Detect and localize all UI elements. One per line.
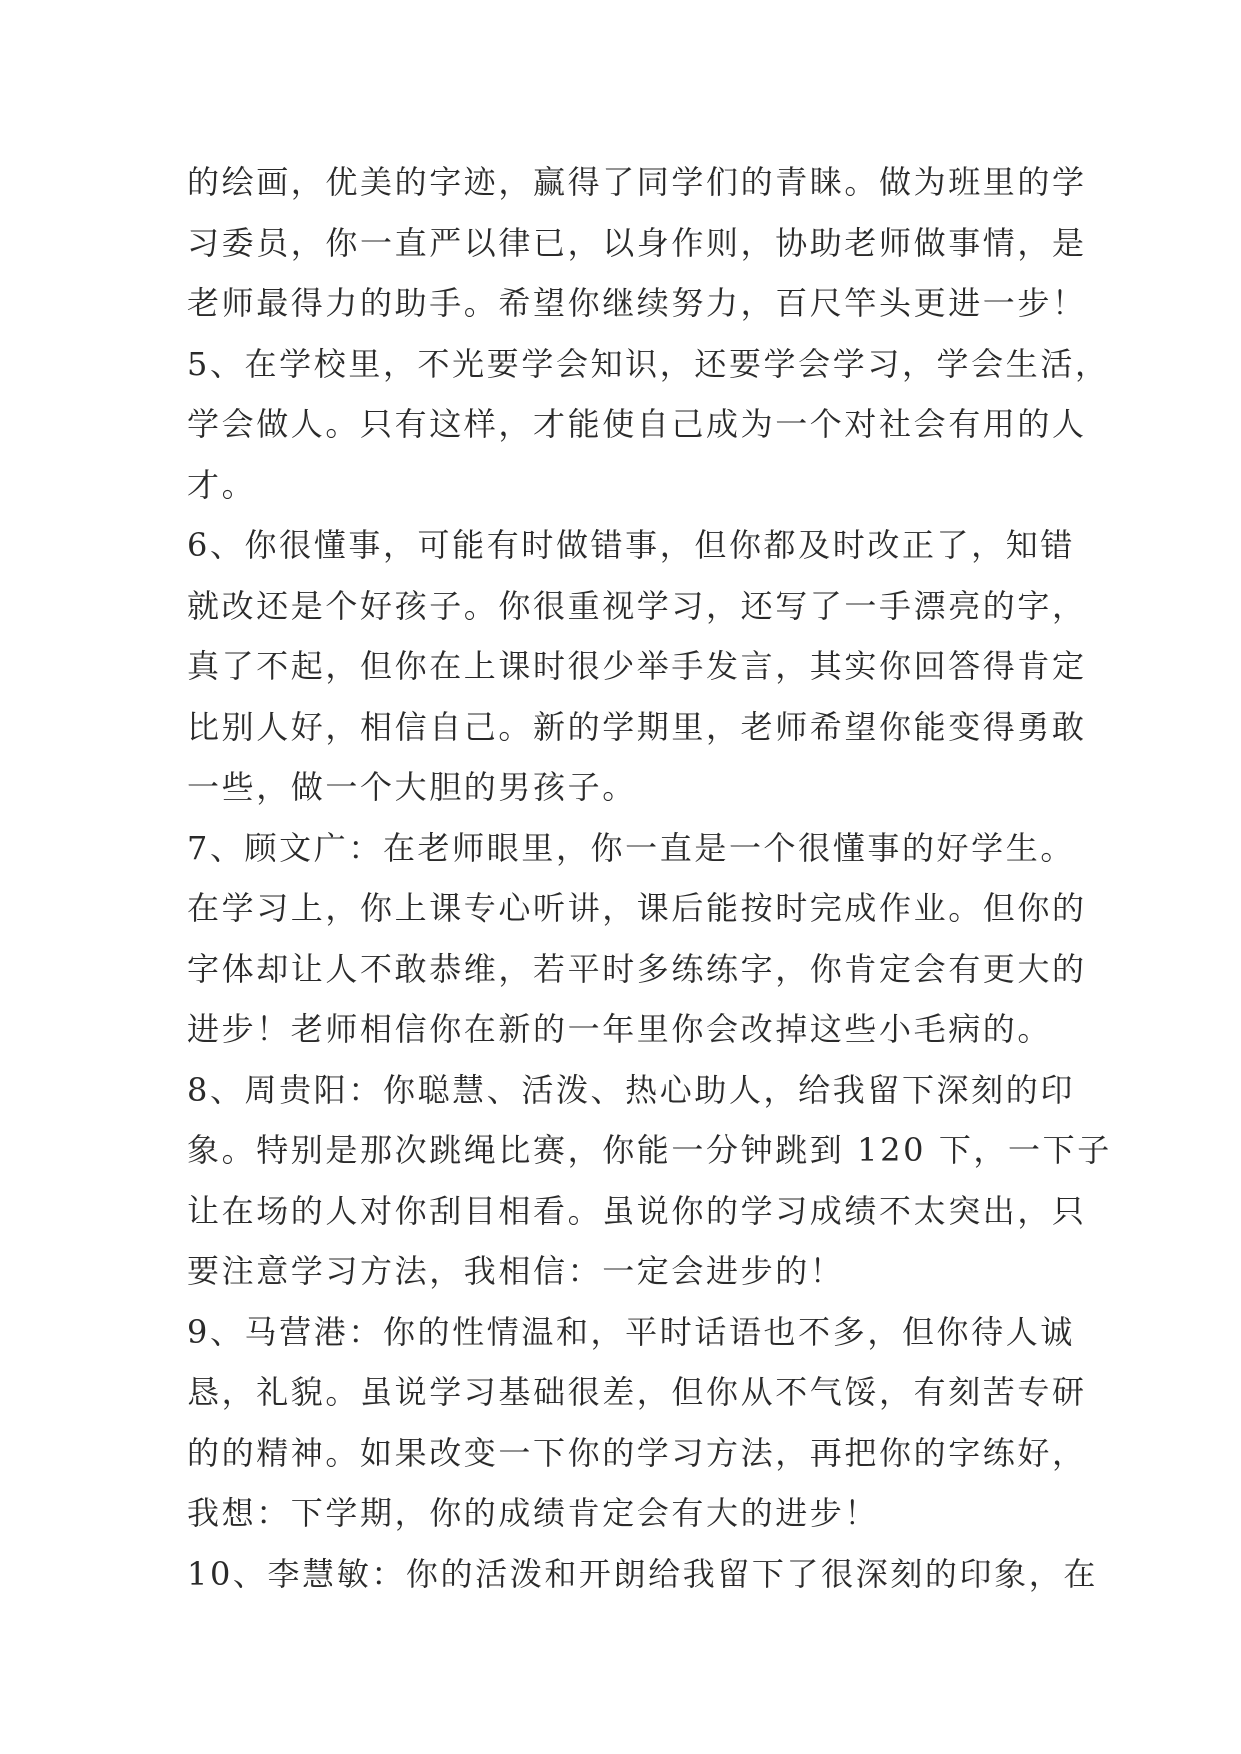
text-line: 让在场的人对你刮目相看。虽说你的学习成绩不太突出，只: [187, 1191, 1087, 1230]
text-line: 7、顾文广：在老师眼里，你一直是一个很懂事的好学生。: [187, 828, 1075, 867]
text-line: 的绘画，优美的字迹，赢得了同学们的青睐。做为班里的学: [187, 163, 1087, 201]
text-line: 老师最得力的助手。希望你继续努力，百尺竿头更进一步！: [187, 284, 1087, 322]
text-line: 8、周贵阳：你聪慧、活泼、热心助人，给我留下深刻的印: [187, 1070, 1075, 1109]
text-line: 比别人好，相信自己。新的学期里，老师希望你能变得勇敢: [187, 707, 1087, 746]
text-line: 进步！老师相信你在新的一年里你会改掉这些小毛病的。: [187, 1010, 1053, 1048]
text-line: 9、马营港：你的性情温和，平时话语也不多，但你待人诚: [187, 1312, 1075, 1351]
text-line: 就改还是个好孩子。你很重视学习，还写了一手漂亮的字，: [187, 586, 1087, 625]
text-line: 5、在学校里，不光要学会知识，还要学会学习，学会生活，: [187, 344, 1110, 383]
document-body: [187, 152, 1112, 1604]
text-line: 我想：下学期，你的成绩肯定会有大的进步！: [187, 1494, 880, 1532]
text-line: 6、你很懂事，可能有时做错事，但你都及时改正了，知错: [187, 526, 1075, 564]
text-line: 习委员，你一直严以律已，以身作则，协助老师做事情，是: [187, 223, 1087, 262]
text-line: 一些，做一个大胆的男孩子。: [187, 768, 637, 806]
text-line: 象。特别是那次跳绳比赛，你能一分钟跳到 120 下，一下子: [187, 1131, 1112, 1169]
text-line: 恳，礼貌。虽说学习基础很差，但你从不气馁，有刻苦专研: [187, 1373, 1087, 1411]
text-line: 要注意学习方法，我相信：一定会进步的！: [187, 1252, 845, 1290]
text-line: 学会做人。只有这样，才能使自己成为一个对社会有用的人: [187, 405, 1087, 443]
text-line: 10、李慧敏：你的活泼和开朗给我留下了很深刻的印象，在: [187, 1554, 1098, 1593]
text-line: 字体却让人不敢恭维，若平时多练练字，你肯定会有更大的: [187, 949, 1087, 988]
text-line: 才。: [187, 465, 257, 504]
text-line: 在学习上，你上课专心听讲，课后能按时完成作业。但你的: [187, 889, 1087, 927]
text-line: 真了不起，但你在上课时很少举手发言，其实你回答得肯定: [187, 647, 1087, 685]
text-line: 的的精神。如果改变一下你的学习方法，再把你的字练好，: [187, 1433, 1087, 1472]
